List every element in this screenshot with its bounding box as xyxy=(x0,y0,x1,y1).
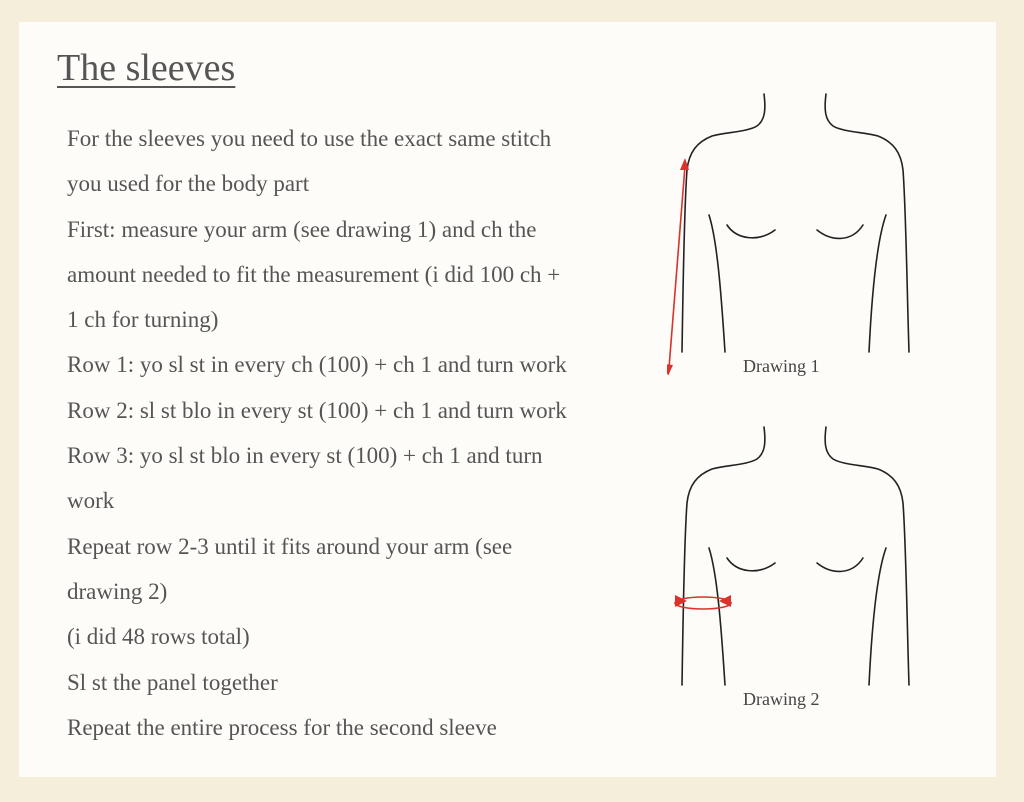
instruction-line: Row 3: yo sl st blo in every st (100) + ch 1 and turn xyxy=(67,443,543,469)
instructions xyxy=(67,116,682,750)
instruction-line: you used for the body part xyxy=(67,171,310,197)
torso-outline-icon xyxy=(667,90,927,375)
torso-outline-icon xyxy=(667,423,927,708)
drawing-2-caption: Drawing 2 xyxy=(743,689,820,709)
instruction-line: Row 2: sl st blo in every st (100) + ch 1 and turn work xyxy=(67,397,567,423)
instruction-line: Repeat the entire process for the second sleeve xyxy=(67,714,497,740)
content-card xyxy=(19,22,996,777)
drawing-1-caption: Drawing 1 xyxy=(743,356,820,376)
instruction-line: Sl st the panel together xyxy=(67,669,278,695)
instruction-line: work xyxy=(67,488,115,514)
instruction-line: Repeat row 2-3 until it fits around your arm (see xyxy=(67,533,513,559)
instruction-line: amount needed to fit the measurement (i did 100 ch + xyxy=(67,261,561,287)
instruction-line: Row 1: yo sl st in every ch (100) + ch 1 and turn work xyxy=(67,352,567,378)
page-title: The sleeves xyxy=(57,47,236,89)
drawing-1 xyxy=(667,90,927,375)
instruction-line: 1 ch for turning) xyxy=(67,307,219,333)
instruction-line: For the sleeves you need to use the exact same stitch xyxy=(67,126,552,151)
instruction-line: drawing 2) xyxy=(67,578,168,604)
instruction-line: (i did 48 rows total) xyxy=(67,624,250,650)
instruction-line: First: measure your arm (see drawing 1) and ch the xyxy=(67,216,537,242)
drawing-2 xyxy=(667,423,927,708)
